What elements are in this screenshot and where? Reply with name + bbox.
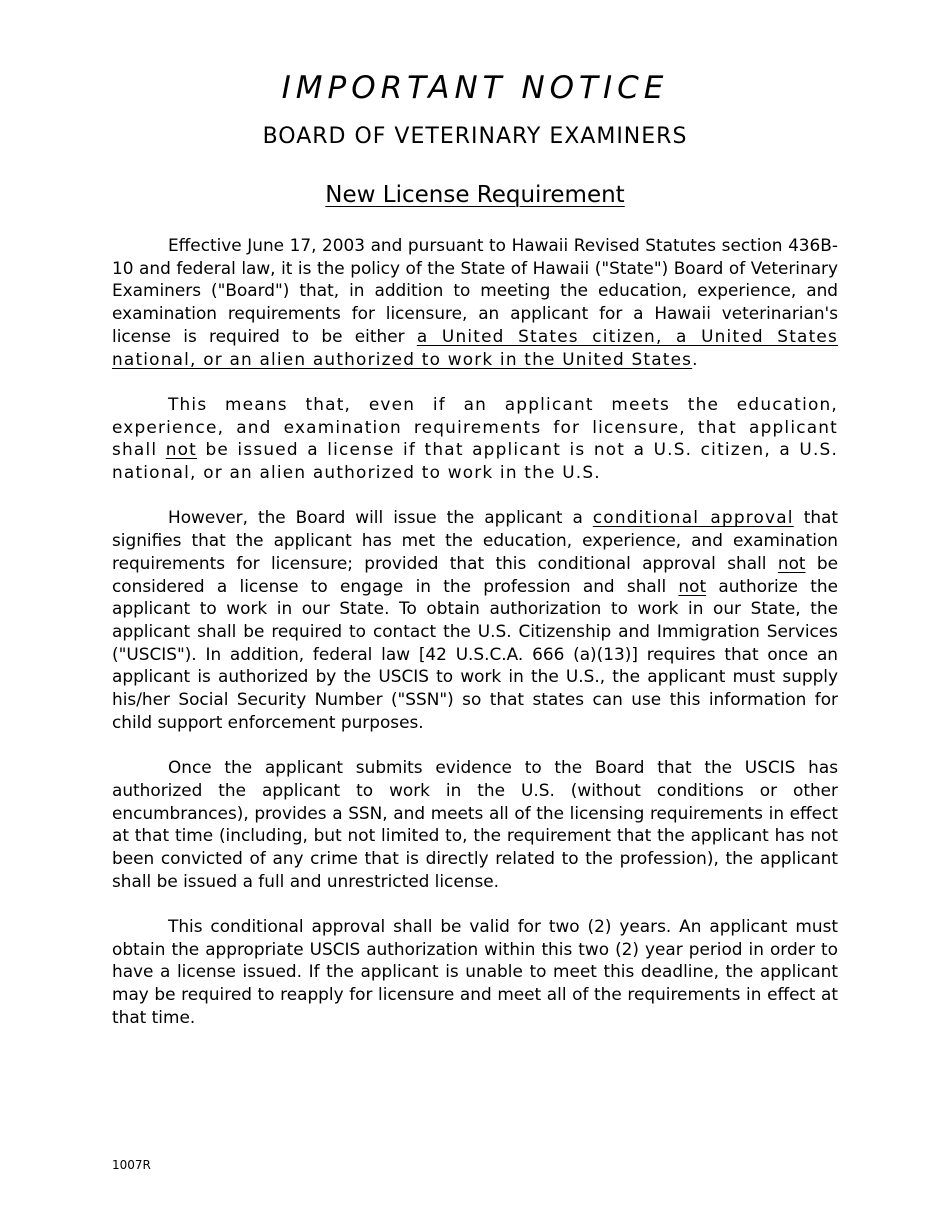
conditional-approval-term: conditional approval: [592, 507, 794, 528]
paragraph-policy-end: .: [692, 348, 698, 369]
emphasis-not: not: [678, 575, 707, 596]
emphasis-not: not: [777, 552, 806, 573]
paragraph-full-license: Once the applicant submits evidence to the Board that the USCIS has authorized the applicant to work in the U.S. (without conditions or other encumbrances), provides a SSN, and meets all of the licensing requirements in effect at that time (including, but not limited to, the requirement that the applicant has not been convicted of any crime that is directly related to the profession), the applicant shall be issued a full and unrestricted license.: [112, 757, 838, 891]
notice-title: IMPORTANT NOTICE: [281, 70, 669, 106]
notice-subtitle-text: New License Requirement: [325, 182, 625, 208]
conditional-text-1: However, the Board will issue the applicant a: [168, 507, 593, 528]
paragraph-meaning-end: be issued a license if that applicant is not a U.S. citizen, a U.S. national, or an alien authorized to work in the U.S.: [112, 439, 839, 483]
notice-subtitle: [112, 180, 838, 210]
notice-page: [112, 66, 838, 1029]
conditional-text-2: that signifies that the applicant has met the education, experience, and examination requirements for licensure; provided that this conditional approval shall: [112, 507, 839, 573]
paragraph-conditional-approval: [112, 506, 838, 733]
conditional-text-4: authorize the applicant to work in our State. To obtain authorization to work in our State, the applicant shall be required to contact the U.S. Citizenship and Immigration Services ("USCIS"). In addition, federal law [42 U.S.C.A. 666 (a)(13)] requires that once an applicant is authorized by the USCIS to work in the U.S., the applicant must supply his/her Social Security Number ("SSN") so that states can use this information for child support enforcement purposes.: [112, 575, 838, 732]
form-number: 1007R: [112, 1158, 151, 1172]
citizenship-requirement: a United States citizen, a United States national, or an alien authorized to work in the United States: [112, 325, 838, 369]
paragraph-meaning: [112, 393, 838, 484]
board-name: BOARD OF VETERINARY EXAMINERS: [262, 124, 688, 149]
notice-body: [112, 234, 838, 1029]
paragraph-validity: This conditional approval shall be valid for two (2) years. An applicant must obtain the appropriate USCIS authorization within this two (2) year period in order to have a license issued. If the applicant is unable to meet this deadline, the applicant may be required to reapply for licensure and meet all of the requirements in effect at that time.: [112, 916, 838, 1027]
emphasis-not: not: [165, 439, 197, 460]
paragraph-policy: [112, 234, 838, 370]
paragraph-policy-text: Effective June 17, 2003 and pursuant to Hawaii Revised Statutes section 436B-10 and federal law, it is the policy of the State of Hawaii ("State") Board of Veterinary Examiners ("Board") that, in addition to meeting the education, experience, and examination requirements for licensure, an applicant for a Hawaii veterinarian's license is required to be either: [112, 235, 838, 346]
conditional-text-3: be considered a license to engage in the profession and shall: [112, 552, 839, 596]
paragraph-meaning-text: This means that, even if an applicant meets the education, experience, and examination requirements for licensure, that applicant shall: [112, 393, 838, 460]
